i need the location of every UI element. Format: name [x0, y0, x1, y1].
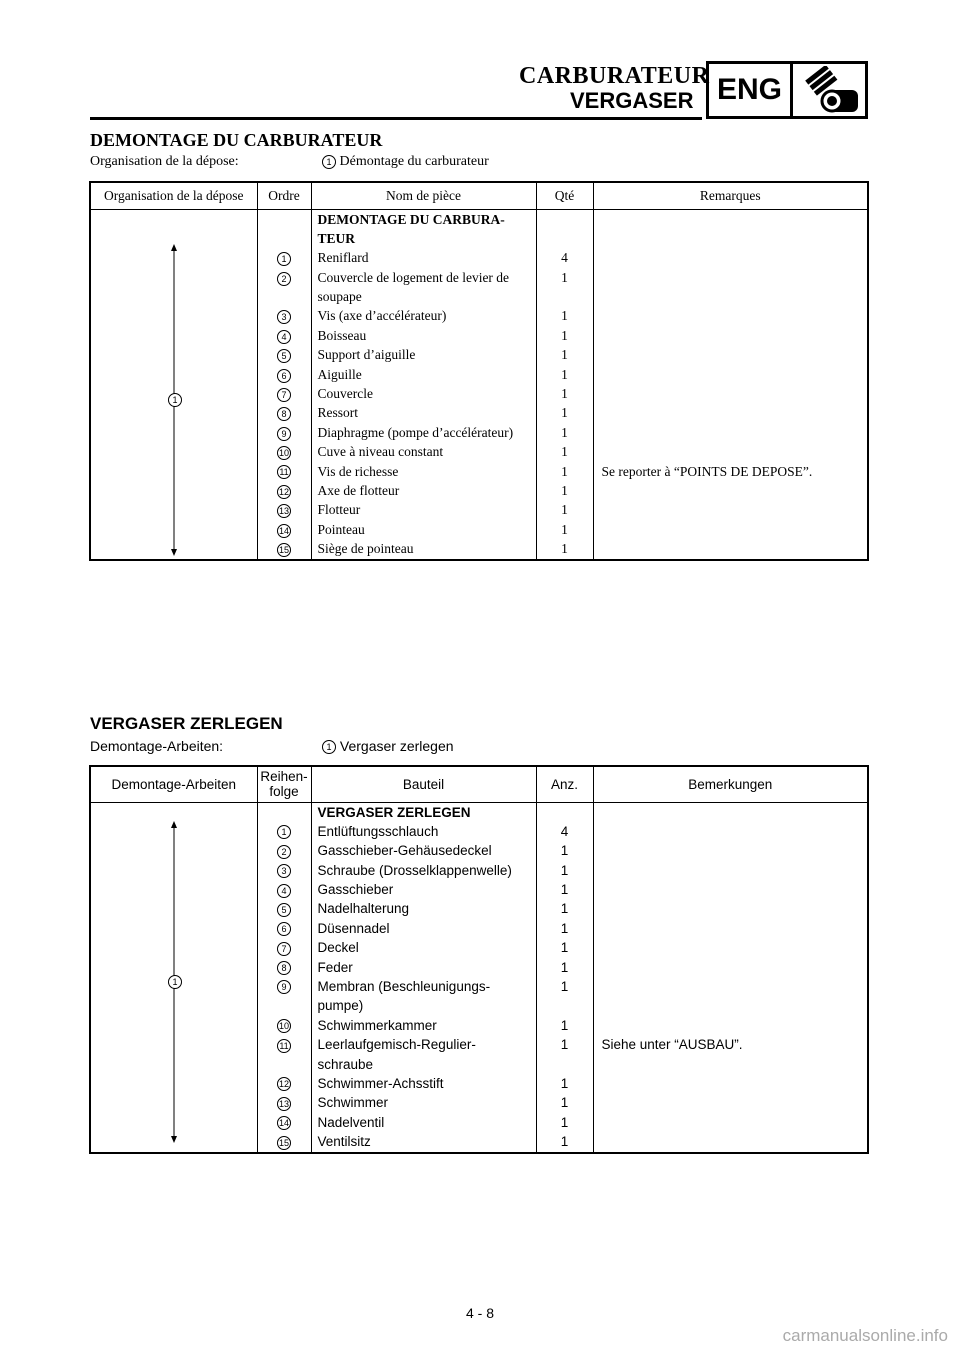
de-col-remarks: Bemerkungen [593, 766, 868, 802]
de-part-qty: 1 [560, 843, 569, 859]
fr-order-marker [258, 268, 311, 287]
fr-part-name: Support d’aiguille [317, 347, 416, 363]
fr-order-number: 9 [277, 427, 291, 441]
fr-part-remark [602, 442, 868, 461]
de-order-number: 9 [277, 980, 291, 994]
de-order-number: 1 [277, 825, 291, 839]
de-order-marker [258, 919, 311, 938]
fr-part-qty: 1 [561, 386, 568, 402]
fr-part-qty: 1 [561, 366, 568, 382]
fr-order-number: 10 [278, 448, 289, 459]
fr-group-cell [90, 209, 257, 560]
de-section-title: VERGASER ZERLEGEN [90, 714, 283, 733]
fr-order-marker [258, 403, 311, 422]
de-subtitle-text: Vergaser zerlegen [339, 738, 454, 754]
fr-part-qty: 1 [561, 482, 568, 498]
eng-badge-label: ENG [709, 64, 793, 116]
de-spacer [537, 996, 593, 1015]
fr-part-name: Diaphragme (pompe d’accélérateur) [317, 424, 514, 440]
de-order-number: 12 [278, 1079, 289, 1090]
fr-group-marker: 1 [168, 393, 182, 407]
de-part-qty: 1 [560, 1095, 569, 1111]
de-order-marker [258, 1132, 311, 1151]
fr-col-name: Nom de pièce [311, 182, 536, 209]
fr-order-marker [258, 462, 311, 481]
de-order-number: 6 [277, 922, 291, 936]
de-part-name: Nadelhalterung [317, 901, 410, 917]
fr-part-qty: 1 [561, 502, 568, 518]
de-part-name: Gasschieber-Gehäusedeckel [317, 843, 492, 859]
fr-part-remark [602, 481, 868, 500]
de-remark-cell [593, 802, 868, 1153]
de-part-remark: Siehe unter “AUSBAU”. [601, 1037, 743, 1053]
de-part-remark [602, 958, 868, 977]
de-order-number: 15 [278, 1137, 289, 1148]
de-order-number: 8 [277, 961, 291, 975]
de-order-marker [258, 822, 311, 841]
fr-order-number: 11 [277, 465, 291, 479]
de-col-qty: Anz. [536, 766, 593, 802]
watermark: carmanualsonline.info [782, 1326, 948, 1345]
fr-order-number: 7 [277, 388, 291, 402]
fr-part-name: Cuve à niveau constant [317, 444, 444, 460]
fr-subtitle-marker: 1 [322, 155, 336, 169]
fr-part-remark [602, 365, 868, 384]
fr-col-org: Organisation de la dépose [90, 182, 257, 209]
fr-part-qty: 1 [561, 308, 568, 324]
fr-order-marker [258, 539, 311, 558]
fr-spacer [258, 210, 311, 229]
de-subtitle [322, 738, 454, 754]
fr-order-number: 5 [277, 349, 291, 363]
de-part-qty: 1 [560, 862, 569, 878]
fr-part-qty: 1 [561, 327, 568, 343]
fr-order-marker [258, 442, 311, 461]
fr-section-title: DEMONTAGE DU CARBURATEUR [90, 130, 383, 150]
fr-order-number: 8 [277, 407, 291, 421]
de-part-qty: 1 [560, 901, 569, 917]
de-part-name: Feder [317, 959, 353, 975]
engine-piston-icon [793, 64, 865, 116]
de-part-qty: 1 [560, 1134, 569, 1150]
fr-part-qty: 1 [561, 541, 568, 557]
de-spacer [602, 803, 868, 822]
de-group-cell [90, 802, 257, 1153]
de-col-name: Bauteil [311, 766, 536, 802]
de-order-marker [258, 861, 311, 880]
fr-order-number: 6 [277, 369, 291, 383]
fr-part-name: Aiguille [317, 366, 362, 382]
fr-part-qty: 1 [561, 521, 568, 537]
fr-part-name: Couvercle de logement de levier de [317, 269, 510, 285]
de-part-qty: 4 [560, 823, 569, 839]
de-part-name: Nadelventil [317, 1114, 385, 1130]
de-order-number: 2 [277, 845, 291, 859]
fr-order-marker [258, 481, 311, 500]
fr-part-qty: 4 [561, 250, 568, 266]
de-part-name: Deckel [317, 940, 359, 956]
de-order-number: 10 [278, 1021, 289, 1032]
fr-order-marker [258, 384, 311, 403]
fr-name-cell [311, 209, 536, 560]
fr-part-name: Boisseau [317, 327, 367, 343]
de-part-name: pumpe) [317, 998, 364, 1014]
de-subtitle-marker: 1 [322, 740, 336, 754]
de-group-marker: 1 [168, 975, 182, 989]
fr-parts-table [89, 181, 869, 561]
fr-order-marker [258, 306, 311, 325]
fr-order-number: 2 [277, 272, 291, 286]
fr-order-marker [258, 248, 311, 267]
fr-part-remark: Se reporter à “POINTS DE DEPOSE”. [601, 463, 813, 479]
fr-part-remark [602, 268, 868, 287]
de-part-remark [602, 1113, 868, 1132]
fr-part-name: Vis de richesse [317, 463, 399, 479]
de-spacer [258, 803, 311, 822]
fr-part-remark [602, 500, 868, 519]
fr-part-qty: 1 [561, 347, 568, 363]
de-qty-cell [536, 802, 593, 1153]
fr-spacer [602, 210, 868, 229]
fr-part-name: Couvercle [317, 386, 373, 402]
fr-order-number: 4 [277, 330, 291, 344]
de-order-number: 5 [277, 903, 291, 917]
de-part-remark [602, 1074, 868, 1093]
fr-part-name: Axe de flotteur [317, 482, 400, 498]
de-order-marker [258, 958, 311, 977]
fr-order-number: 3 [277, 310, 291, 324]
de-order-marker [258, 1093, 311, 1112]
fr-remark-cell [593, 209, 868, 560]
fr-part-remark [602, 384, 868, 403]
de-order-number: 3 [277, 864, 291, 878]
fr-part-remark [602, 306, 868, 325]
de-order-marker [258, 1074, 311, 1093]
fr-part-name: Flotteur [317, 502, 361, 518]
fr-part-remark [602, 326, 868, 345]
de-order-marker [258, 899, 311, 918]
de-spacer [602, 996, 868, 1015]
header-title-de: VERGASER [570, 88, 694, 113]
fr-order-number: 14 [278, 525, 289, 536]
de-part-remark [602, 938, 868, 957]
fr-col-remarks: Remarques [593, 182, 868, 209]
fr-part-remark [602, 520, 868, 539]
fr-part-name: Pointeau [317, 521, 365, 537]
de-part-name: schraube [317, 1056, 374, 1072]
fr-part-qty: 1 [561, 424, 568, 440]
de-order-number: 11 [277, 1039, 291, 1053]
de-order-marker [258, 1035, 311, 1054]
fr-part-name: Reniflard [317, 250, 369, 266]
fr-qty-cell [536, 209, 593, 560]
de-part-name: Schwimmerkammer [317, 1017, 437, 1033]
fr-order-marker [258, 520, 311, 539]
de-part-remark [602, 1016, 868, 1035]
de-part-remark [602, 861, 868, 880]
fr-order-cell [257, 209, 311, 560]
de-order-cell [257, 802, 311, 1153]
de-part-name: Schraube (Drosselklappenwelle) [317, 862, 512, 878]
de-part-name: Membran (Beschleunigungs- [317, 979, 491, 995]
header-rule [90, 117, 702, 120]
fr-part-remark [602, 403, 868, 422]
fr-order-number: 1 [277, 252, 291, 266]
de-part-remark [602, 822, 868, 841]
fr-order-marker [258, 500, 311, 519]
de-order-marker [258, 938, 311, 957]
de-part-qty: 1 [560, 1017, 569, 1033]
de-spacer [602, 1055, 868, 1074]
de-col-org: Demontage-Arbeiten [90, 766, 257, 802]
header-title-fr: CARBURATEUR [519, 63, 710, 89]
fr-spacer [537, 287, 593, 306]
fr-spacer [537, 229, 593, 248]
de-part-qty: 1 [560, 1114, 569, 1130]
fr-order-marker [258, 365, 311, 384]
fr-spacer [537, 210, 593, 229]
fr-col-qty: Qté [536, 182, 593, 209]
de-order-number: 7 [277, 942, 291, 956]
de-part-remark [602, 841, 868, 860]
de-spacer [537, 1055, 593, 1074]
de-order-marker [258, 977, 311, 996]
fr-subtitle [322, 154, 489, 170]
de-heading-row: VERGASER ZERLEGEN [317, 804, 471, 820]
de-part-name: Gasschieber [317, 882, 394, 898]
de-part-remark [602, 1132, 868, 1151]
fr-order-marker [258, 345, 311, 364]
fr-subtitle-text: Démontage du carburateur [339, 154, 489, 169]
de-part-remark [602, 1093, 868, 1112]
de-col-order: Reihen- folge [257, 766, 311, 802]
page-number: 4 - 8 [465, 1305, 494, 1321]
fr-subtitle-label: Organisation de la dépose: [90, 154, 239, 169]
fr-part-qty: 1 [561, 269, 568, 285]
fr-part-remark [602, 248, 868, 267]
fr-spacer [258, 287, 311, 306]
fr-order-number: 13 [278, 506, 289, 517]
de-order-marker [258, 1016, 311, 1035]
de-order-number: 14 [278, 1118, 289, 1129]
fr-part-qty: 1 [561, 444, 568, 460]
de-part-remark [602, 919, 868, 938]
de-part-qty: 1 [560, 882, 569, 898]
de-part-qty: 1 [560, 920, 569, 936]
fr-part-remark [602, 345, 868, 364]
fr-part-remark [602, 423, 868, 442]
fr-heading-row: DEMONTAGE DU CARBURA- [317, 211, 505, 227]
fr-spacer [602, 229, 868, 248]
de-part-name: Ventilsitz [317, 1134, 371, 1150]
fr-part-qty: 1 [561, 405, 568, 421]
de-order-number: 4 [277, 884, 291, 898]
fr-part-name: Siège de pointeau [317, 541, 414, 557]
fr-spacer [258, 229, 311, 248]
fr-order-number: 15 [278, 545, 289, 556]
de-spacer [537, 803, 593, 822]
de-order-marker [258, 880, 311, 899]
fr-part-name: Vis (axe d’accélérateur) [317, 308, 447, 324]
de-subtitle-label: Demontage-Arbeiten: [90, 738, 224, 754]
de-part-remark [602, 977, 868, 996]
de-spacer [258, 1055, 311, 1074]
de-parts-table [89, 765, 869, 1154]
de-order-marker [258, 841, 311, 860]
de-part-name: Schwimmer [317, 1095, 389, 1111]
de-part-qty: 1 [560, 959, 569, 975]
de-part-name: Schwimmer-Achsstift [317, 1075, 444, 1091]
de-order-marker [258, 1113, 311, 1132]
de-order-number: 13 [278, 1098, 289, 1109]
fr-heading-row: TEUR [317, 230, 356, 246]
fr-spacer [602, 287, 868, 306]
de-part-qty: 1 [560, 1037, 569, 1053]
fr-part-remark [602, 539, 868, 558]
de-name-cell [311, 802, 536, 1153]
de-part-qty: 1 [560, 1075, 569, 1091]
de-part-name: Düsennadel [317, 920, 390, 936]
fr-order-marker [258, 326, 311, 345]
eng-badge [706, 61, 868, 119]
de-part-qty: 1 [560, 979, 569, 995]
de-part-remark [602, 880, 868, 899]
de-part-remark [602, 899, 868, 918]
fr-col-order: Ordre [257, 182, 311, 209]
fr-part-name: soupape [317, 289, 362, 305]
fr-order-marker [258, 423, 311, 442]
fr-part-qty: 1 [561, 463, 568, 479]
de-spacer [258, 996, 311, 1015]
fr-part-name: Ressort [317, 405, 358, 421]
de-part-qty: 1 [560, 940, 569, 956]
de-part-name: Leerlaufgemisch-Regulier- [317, 1037, 476, 1053]
de-part-name: Entlüftungsschlauch [317, 823, 439, 839]
fr-order-number: 12 [278, 486, 289, 497]
